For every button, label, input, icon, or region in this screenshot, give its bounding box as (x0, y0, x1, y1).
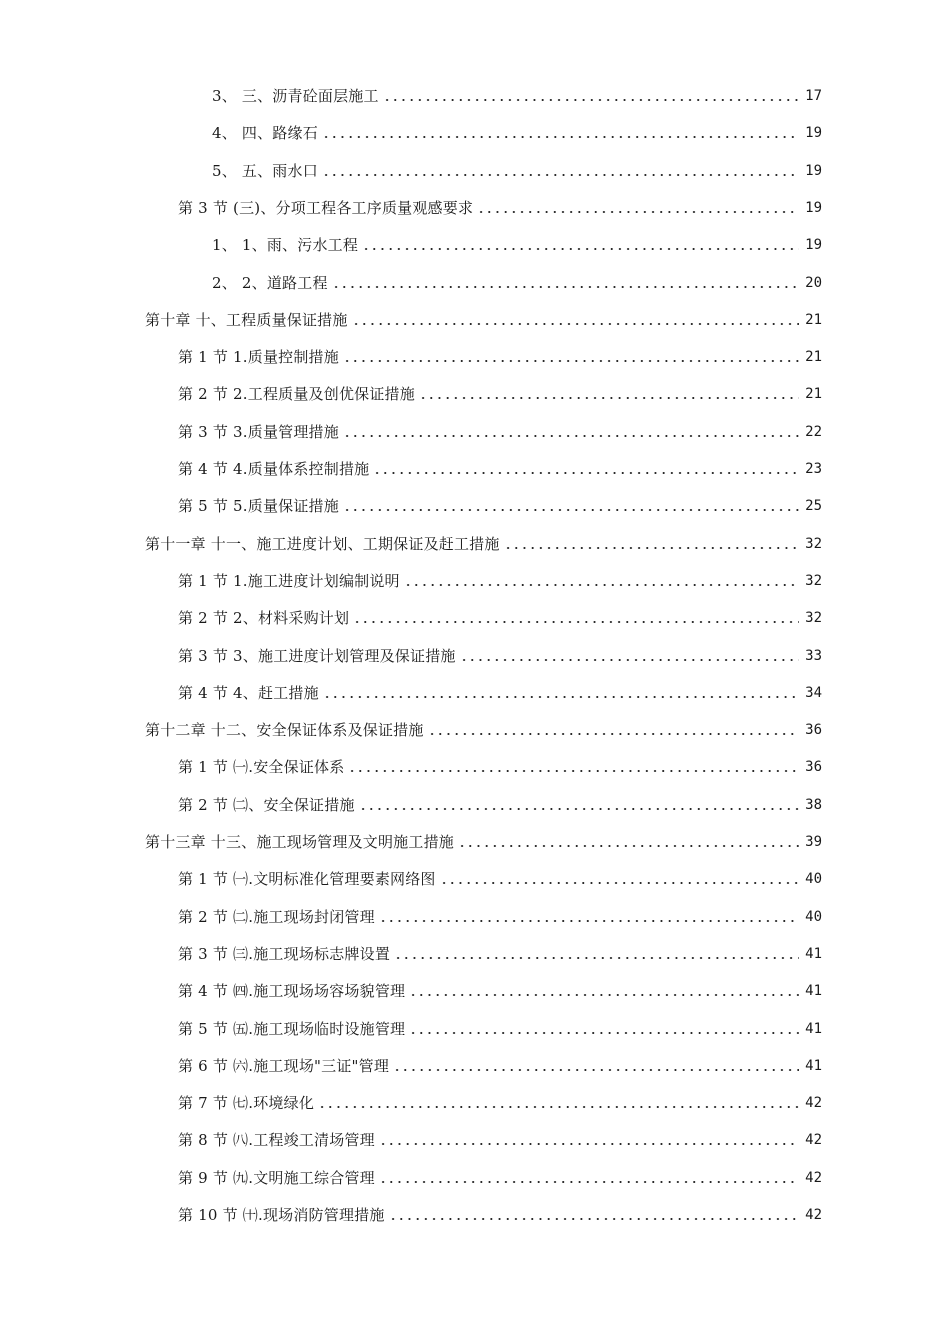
toc-dot-leader (379, 1172, 799, 1184)
toc-entry[interactable] (178, 455, 822, 479)
toc-dot-leader (404, 575, 799, 587)
toc-entry-title: 第 9 节 ㈨.文明施工综合管理 (178, 1168, 375, 1187)
toc-entry-title: 第 3 节 3、施工进度计划管理及保证措施 (178, 646, 456, 665)
toc-dot-leader (389, 1209, 800, 1221)
toc-entry-title: 第 4 节 ㈣.施工现场场容场貌管理 (178, 982, 406, 1001)
toc-entry[interactable] (212, 269, 822, 293)
toc-entry-title: 第 3 节 (三)、分项工程各工序质量观感要求 (178, 198, 474, 217)
toc-entry[interactable] (178, 903, 822, 927)
toc-entry-page-number: 41 (805, 945, 822, 962)
toc-entry-title: 第 6 节 ㈥.施工现场"三证"管理 (178, 1056, 390, 1075)
toc-entry-title: 第 1 节 ㈠.安全保证体系 (178, 758, 345, 777)
toc-entry[interactable] (145, 530, 822, 554)
toc-dot-leader (348, 761, 799, 773)
toc-entry-page-number: 42 (805, 1132, 822, 1149)
toc-entry-page-number: 42 (805, 1095, 822, 1112)
toc-entry-page-number: 19 (805, 125, 822, 142)
toc-entry[interactable] (145, 306, 822, 330)
toc-entry[interactable] (178, 977, 822, 1001)
toc-dot-leader (504, 538, 800, 550)
toc-entry[interactable] (178, 791, 822, 815)
toc-entry-page-number: 23 (805, 461, 822, 477)
toc-entry-page-number: 21 (805, 311, 822, 328)
toc-entry-page-number: 38 (805, 796, 822, 813)
toc-entry-title: 第十章 十、工程质量保证措施 (145, 310, 348, 329)
toc-entry-title: 第十一章 十一、施工进度计划、工期保证及赶工措施 (145, 534, 500, 553)
toc-dot-leader (458, 836, 799, 848)
toc-entry-page-number: 36 (805, 722, 822, 739)
toc-entry-page-number: 21 (805, 386, 822, 403)
toc-dot-leader (353, 612, 799, 624)
toc-dot-leader (409, 985, 799, 997)
toc-entry-page-number: 21 (805, 349, 822, 366)
toc-dot-leader (359, 799, 799, 811)
toc-entry-title: 2、 2、道路工程 (212, 273, 328, 292)
toc-entry[interactable] (178, 604, 822, 628)
toc-entry-title: 第十三章 十三、施工现场管理及文明施工措施 (145, 833, 454, 851)
toc-entry-page-number: 36 (805, 759, 822, 776)
toc-entry-page-number: 20 (805, 274, 822, 291)
toc-entry[interactable] (178, 194, 822, 218)
toc-entry-title: 第 3 节 3.质量管理措施 (178, 422, 339, 441)
toc-entry[interactable] (178, 492, 822, 516)
toc-entry[interactable] (178, 1089, 822, 1113)
toc-entry[interactable] (212, 157, 822, 181)
toc-dot-leader (477, 202, 799, 214)
toc-entry-page-number: 32 (805, 535, 822, 552)
toc-entry-page-number: 19 (805, 199, 822, 216)
toc-dot-leader (322, 165, 799, 177)
toc-entry-title: 第 4 节 4.质量体系控制措施 (178, 460, 370, 478)
toc-entry-page-number: 17 (805, 88, 822, 104)
toc-dot-leader (343, 351, 799, 363)
toc-entry-page-number: 19 (805, 162, 822, 179)
toc-entry-page-number: 40 (805, 908, 822, 925)
toc-dot-leader (362, 239, 799, 251)
toc-entry[interactable] (178, 940, 822, 964)
toc-dot-leader (419, 388, 799, 400)
toc-dot-leader (383, 90, 799, 102)
toc-entry-page-number: 41 (805, 983, 822, 1000)
toc-entry-title: 第 7 节 ㈦.环境绿化 (178, 1094, 315, 1113)
toc-dot-leader (373, 463, 799, 475)
toc-entry[interactable] (178, 1126, 822, 1150)
toc-entry-page-number: 42 (805, 1207, 822, 1223)
toc-entry-title: 第 1 节 1.施工进度计划编制说明 (178, 571, 400, 590)
toc-dot-leader (352, 314, 800, 326)
toc-entry-title: 第 4 节 4、赶工措施 (178, 683, 319, 702)
toc-dot-leader (460, 650, 800, 662)
toc-entry-title: 第 5 节 ㈤.施工现场临时设施管理 (178, 1019, 406, 1038)
toc-entry[interactable] (212, 82, 822, 106)
toc-entry-title: 第 2 节 2.工程质量及创优保证措施 (178, 385, 415, 404)
toc-entry-title: 第 2 节 2、材料采购计划 (178, 609, 350, 628)
toc-dot-leader (343, 426, 799, 438)
toc-dot-leader (343, 500, 799, 512)
toc-entry-title: 5、 五、雨水口 (212, 161, 318, 180)
toc-entry-page-number: 32 (805, 572, 822, 589)
toc-dot-leader (394, 948, 799, 960)
toc-entry[interactable] (178, 1201, 822, 1225)
toc-entry[interactable] (145, 828, 822, 852)
toc-entry-page-number: 25 (805, 498, 822, 515)
toc-entry[interactable] (178, 865, 822, 889)
toc-entry-title: 第 3 节 ㈢.施工现场标志牌设置 (178, 944, 391, 963)
toc-dot-leader (323, 687, 799, 699)
toc-entry-title: 第 1 节 ㈠.文明标准化管理要素网络图 (178, 870, 436, 889)
toc-entry-page-number: 40 (805, 871, 822, 888)
toc-entry-title: 第 2 节 ㈡、安全保证措施 (178, 795, 355, 814)
toc-entry-title: 第十二章 十二、安全保证体系及保证措施 (145, 721, 424, 740)
toc-entry[interactable] (178, 1015, 822, 1039)
toc-entry-title: 第 10 节 ㈩.现场消防管理措施 (178, 1206, 385, 1224)
toc-entry[interactable] (212, 119, 822, 143)
toc-entry-title: 第 1 节 1.质量控制措施 (178, 348, 339, 367)
toc-entry-page-number: 34 (805, 684, 822, 701)
toc-entry-page-number: 19 (805, 237, 822, 254)
toc-entry[interactable] (212, 231, 822, 255)
toc-entry-page-number: 42 (805, 1169, 822, 1186)
toc-entry-title: 1、 1、雨、污水工程 (212, 236, 359, 255)
toc-dot-leader (379, 911, 799, 923)
toc-entry-page-number: 41 (805, 1057, 822, 1074)
toc-entry-title: 第 5 节 5.质量保证措施 (178, 497, 339, 516)
toc-entry[interactable] (178, 418, 822, 442)
toc-entry[interactable] (178, 380, 822, 404)
toc-entry-title: 3、 三、沥青砼面层施工 (212, 87, 379, 105)
toc-entry[interactable] (178, 567, 822, 591)
toc-entry[interactable] (178, 1164, 822, 1188)
toc-entry-title: 4、 四、路缘石 (212, 124, 318, 143)
toc-entry-page-number: 39 (805, 834, 822, 850)
toc-entry[interactable] (178, 1052, 822, 1076)
toc-dot-leader (393, 1060, 799, 1072)
toc-dot-leader (428, 724, 800, 736)
toc-dot-leader (322, 127, 799, 139)
toc-entry[interactable] (178, 642, 822, 666)
toc-entry-page-number: 41 (805, 1020, 822, 1037)
toc-entry[interactable] (178, 343, 822, 367)
toc-entry[interactable] (178, 753, 822, 777)
toc-dot-leader (379, 1134, 799, 1146)
toc-dot-leader (318, 1097, 799, 1109)
toc-entry[interactable] (178, 679, 822, 703)
toc-dot-leader (332, 277, 799, 289)
toc-entry-page-number: 32 (805, 610, 822, 627)
toc-entry-title: 第 8 节 ㈧.工程竣工清场管理 (178, 1131, 375, 1150)
toc-dot-leader (409, 1023, 799, 1035)
toc-entry-page-number: 22 (805, 423, 822, 440)
toc-entry-title: 第 2 节 ㈡.施工现场封闭管理 (178, 907, 375, 926)
toc-dot-leader (440, 873, 800, 885)
toc-entry[interactable] (145, 716, 822, 740)
toc-entry-page-number: 33 (805, 647, 822, 664)
